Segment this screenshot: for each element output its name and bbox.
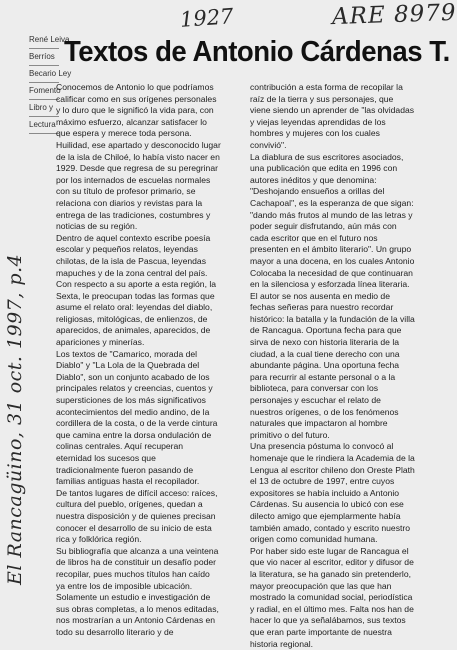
paragraph: La diablura de sus escritores asociados, una publicación que edita en 1996 con autores inéditos y que denomina: "Deshojando ensueños a orillas del Cachapoal", es la esperanza de que sigan: "dando más frutos al mundo de las letras y poder seguir disfrutando, aún más con cada escritor que en el futuro nos presenten en el ámbito literario". Un grupo mayor a una docena, en los cuales Antonio Colocaba la necesidad de que continuaran en la silenciosa y esforzada línea literaria. [250,151,415,290]
handwritten-year: 1927 [179,4,235,32]
paragraph: Su bibliografía que alcanza a una veintena de libros ha de constituir un desafío poder recopilar, pues muchos títulos han caído ya entre los de imposible ubicación. Solamente un estudio e investigación de sus obras completas, a lo menos editadas, nos mostrarían a un Antonio Cárdenas en todo su desarrollo literario y de [56,545,219,637]
article-column-left [56,82,221,639]
author-byline [29,32,72,134]
paragraph: Huilidad, ese apartado y desconocido lugar de la isla de Chiloé, lo había visto nacer en 1929. Desde que regresa de su peregrinar por los internados de escuelas normales con su título de profesor primario, se relaciona con diarios y revistas para la entrega de las tradiciones, costumbres y noticias de su región. [56,139,221,232]
paragraph: Por haber sido este lugar de Rancagua el que vio nacer al escritor, editor y difusor de la literatura, se ha ganado sin pretenderlo, mayor preocupación que las que han mostrado la comunidad social, periodística y radial, en el último mes. Falta nos han de hacer lo que ya señalábamos, sus textos que eran parte importante de nuestra historia regional. [250,545,414,649]
paragraph: El autor se nos ausenta en medio de fechas señeras para nuestro recordar histórico: la batalla y la fundación de la villa de Rancagua. Oportuna fecha para que sirva de nexo con historia literaria de la ciudad, a la cual tiene derecho con una abundante página. Una oportuna fecha para recurrir al estante personal o a la biblioteca, para conversar con los personajes y escuchar el relato de nuestros orígenes, o de los fenómenos naturales que impactaron al hombre primitivo o del futuro. [250,290,415,440]
handwritten-source-note: El Rancagüino, 31 oct. 1997, p.4 [4,253,26,585]
handwritten-archive-code: ARE 8979 [331,0,457,31]
paragraph: Los textos de "Camarico, morada del Diablo" y "La Lola de la Quebrada del Diablo", son un conjunto acabado de los principales relatos y creencias, cuentos y supersticiones de los más significativos acontecimientos del medio andino, de la cordillera de la costa, o de la verde cintura que camina entre la dorsa ondulación de colinas centrales. Aquí recuperan eternidad los sucesos que tradicionalmente fueron pasando de familias antiguas hasta el recopilador. [56,348,218,487]
article-column-right [250,82,415,650]
paragraph: De tantos lugares de difícil acceso: raíces, cultura del pueblo, orígenes, quedan a nuestra disposición y de quienes precisan conocer el desarrollo de su inicio de esta rica y folklórica región. [56,487,218,545]
article-title: Textos de Antonio Cárdenas T. [64,36,450,68]
byline-line: Lectura [29,117,59,134]
byline-line: Libro y [29,100,59,117]
byline-line: Fomento [29,83,59,100]
byline-line: Berríos [29,49,59,66]
byline-line: René Leiva [29,32,59,49]
paragraph: contribución a esta forma de recopilar la raíz de la tierra y sus personajes, que viene siendo un aprender de "las olvidadas y viejas leyendas aprendidas de los hombres y mujeres con los cuales convivió". [250,82,415,150]
paragraph: Conocemos de Antonio lo que podríamos calificar como en sus orígenes personales y lo duro que le significó la vida para, con máximo esfuerzo, alcanzar satisfacer lo que espera y merece toda persona. [56,82,217,139]
paragraph: Una presencia póstuma lo convocó al homenaje que le rindiera la Academia de la Lengua al escritor chileno don Oreste Plath el 13 de octubre de 1997, entre cuyos expositores se había incluido a Antonio Cárdenas. Su ausencia lo ubicó con ese dilecto amigo que ejemplarmente había también amado, contado y escrito nuestro origen como comunidad humana. [250,441,415,545]
paragraph: Con respecto a su aporte a esta región, la Sexta, le preocupan todas las formas que asume el relato oral: leyendas del diablo, religiosas, mitológicas, de enlienzos, de aparecidos, de animales, aparecidos, de apariciones y minerías. [56,279,217,348]
byline-line: Becario Ley [29,66,59,83]
paragraph: Dentro de aquel contexto escribe poesía escolar y pequeños relatos, leyendas chilotas, de la isla de Pascua, leyendas mapuches y de la zona central del país. [56,232,211,278]
